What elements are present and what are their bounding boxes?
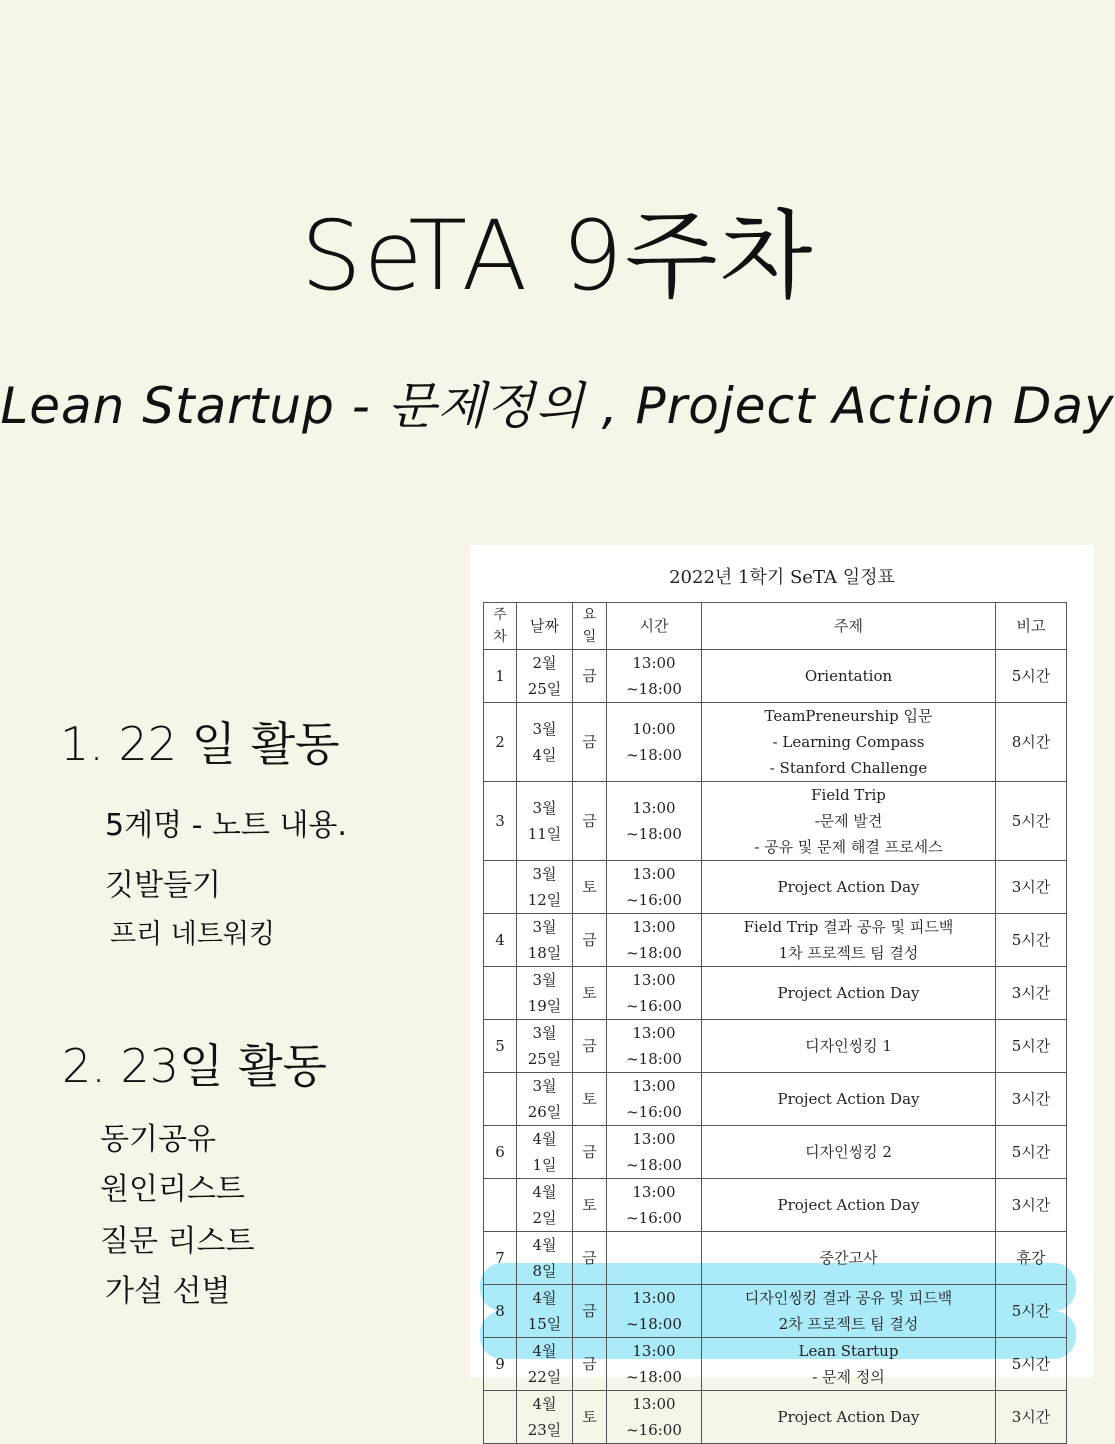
section1-item-3: 프리 네트워킹 xyxy=(110,919,276,950)
cell-date: 3월 4일 xyxy=(517,703,573,782)
section2-item-2: 원인리스트 xyxy=(100,1172,245,1207)
cell-day: 토 xyxy=(573,1391,607,1444)
header-time: 시간 xyxy=(607,603,702,650)
cell-note: 5시간 xyxy=(996,1020,1067,1073)
cell-week: 6 xyxy=(484,1126,517,1179)
table-row xyxy=(484,650,1067,703)
table-row xyxy=(484,914,1067,967)
cell-date: 4월 2일 xyxy=(517,1179,573,1232)
cell-note: 3시간 xyxy=(996,861,1067,914)
page-subtitle: Lean Startup - 문제정의 , Project Action Day xyxy=(0,377,1115,435)
table-row xyxy=(484,1391,1067,1444)
cell-day: 토 xyxy=(573,967,607,1020)
header-day: 요 일 xyxy=(573,603,607,650)
cell-date: 3월 12일 xyxy=(517,861,573,914)
cell-date: 3월 26일 xyxy=(517,1073,573,1126)
section1-item-1: 5계명 - 노트 내용. xyxy=(105,808,347,843)
cell-note: 5시간 xyxy=(996,650,1067,703)
cell-week: 4 xyxy=(484,914,517,967)
cell-time: 13:00 ~18:00 xyxy=(607,1126,702,1179)
cell-note: 3시간 xyxy=(996,1179,1067,1232)
schedule-title: 2022년 1학기 SeTA 일정표 xyxy=(669,567,895,588)
cell-topic: TeamPreneurship 입문 - Learning Compass - Stanford Challenge xyxy=(702,703,996,782)
cell-note: 8시간 xyxy=(996,703,1067,782)
cell-time: 13:00 ~18:00 xyxy=(607,1285,702,1338)
cell-week: 8 xyxy=(484,1285,517,1338)
table-row xyxy=(484,861,1067,914)
cell-week xyxy=(484,967,517,1020)
table-row xyxy=(484,1073,1067,1126)
cell-topic: 디자인씽킹 결과 공유 및 피드백 2차 프로젝트 팀 결성 xyxy=(702,1285,996,1338)
table-row xyxy=(484,1232,1067,1285)
cell-note: 5시간 xyxy=(996,1285,1067,1338)
cell-topic: Project Action Day xyxy=(702,1179,996,1232)
cell-topic: Project Action Day xyxy=(702,861,996,914)
cell-topic: 중간고사 xyxy=(702,1232,996,1285)
cell-week xyxy=(484,1179,517,1232)
section2-item-1: 동기공유 xyxy=(100,1122,216,1157)
cell-time: 13:00 ~18:00 xyxy=(607,782,702,861)
cell-time: 13:00 ~16:00 xyxy=(607,1073,702,1126)
cell-day: 금 xyxy=(573,914,607,967)
section2-item-4: 가설 선별 xyxy=(105,1274,231,1309)
table-row xyxy=(484,1285,1067,1338)
cell-date: 3월 19일 xyxy=(517,967,573,1020)
cell-date: 4월 23일 xyxy=(517,1391,573,1444)
cell-day: 금 xyxy=(573,1285,607,1338)
schedule-table xyxy=(483,602,1067,1444)
cell-date: 3월 18일 xyxy=(517,914,573,967)
table-row xyxy=(484,1179,1067,1232)
cell-note: 5시간 xyxy=(996,1126,1067,1179)
cell-time: 13:00 ~16:00 xyxy=(607,861,702,914)
cell-topic: 디자인씽킹 1 xyxy=(702,1020,996,1073)
cell-day: 금 xyxy=(573,1338,607,1391)
table-row xyxy=(484,782,1067,861)
cell-date: 4월 15일 xyxy=(517,1285,573,1338)
table-header-row xyxy=(484,603,1067,650)
cell-week xyxy=(484,1391,517,1444)
schedule-panel xyxy=(470,545,1094,1439)
cell-time: 10:00 ~18:00 xyxy=(607,703,702,782)
cell-time: 13:00 ~18:00 xyxy=(607,914,702,967)
cell-note: 5시간 xyxy=(996,782,1067,861)
cell-day: 토 xyxy=(573,1073,607,1126)
section1-item-2: 깃발들기 xyxy=(105,868,221,903)
cell-week xyxy=(484,1073,517,1126)
table-row xyxy=(484,703,1067,782)
cell-day: 금 xyxy=(573,1232,607,1285)
cell-topic: Field Trip -문제 발견 - 공유 및 문제 해결 프로세스 xyxy=(702,782,996,861)
cell-day: 금 xyxy=(573,1020,607,1073)
header-topic: 주제 xyxy=(702,603,996,650)
section2-item-3: 질문 리스트 xyxy=(100,1224,255,1259)
table-row xyxy=(484,1020,1067,1073)
cell-date: 3월 11일 xyxy=(517,782,573,861)
cell-time: 13:00 ~18:00 xyxy=(607,1338,702,1391)
cell-note: 3시간 xyxy=(996,1073,1067,1126)
cell-week: 1 xyxy=(484,650,517,703)
table-row xyxy=(484,1338,1067,1391)
cell-date: 4월 22일 xyxy=(517,1338,573,1391)
cell-topic: Orientation xyxy=(702,650,996,703)
cell-topic: Field Trip 결과 공유 및 피드백 1차 프로젝트 팀 결성 xyxy=(702,914,996,967)
cell-topic: Project Action Day xyxy=(702,1391,996,1444)
header-week: 주 차 xyxy=(484,603,517,650)
cell-date: 4월 8일 xyxy=(517,1232,573,1285)
cell-day: 토 xyxy=(573,861,607,914)
cell-week: 5 xyxy=(484,1020,517,1073)
header-note: 비고 xyxy=(996,603,1067,650)
cell-day: 금 xyxy=(573,782,607,861)
cell-day: 토 xyxy=(573,1179,607,1232)
cell-date: 3월 25일 xyxy=(517,1020,573,1073)
cell-topic: Lean Startup - 문제 정의 xyxy=(702,1338,996,1391)
cell-time: 13:00 ~16:00 xyxy=(607,1179,702,1232)
cell-topic: Project Action Day xyxy=(702,967,996,1020)
cell-time: 13:00 ~18:00 xyxy=(607,650,702,703)
cell-topic: 디자인씽킹 2 xyxy=(702,1126,996,1179)
cell-note: 휴강 xyxy=(996,1232,1067,1285)
cell-note: 3시간 xyxy=(996,967,1067,1020)
cell-day: 금 xyxy=(573,650,607,703)
cell-week: 2 xyxy=(484,703,517,782)
cell-time xyxy=(607,1232,702,1285)
cell-day: 금 xyxy=(573,1126,607,1179)
cell-week xyxy=(484,861,517,914)
cell-note: 3시간 xyxy=(996,1391,1067,1444)
section1-heading: 1. 22 일 활동 xyxy=(60,717,340,771)
cell-date: 2월 25일 xyxy=(517,650,573,703)
cell-note: 5시간 xyxy=(996,1338,1067,1391)
cell-date: 4월 1일 xyxy=(517,1126,573,1179)
header-date: 날짜 xyxy=(517,603,573,650)
cell-week: 9 xyxy=(484,1338,517,1391)
page-title: SeTA 9주차 xyxy=(300,200,815,312)
cell-time: 13:00 ~16:00 xyxy=(607,967,702,1020)
table-row xyxy=(484,967,1067,1020)
cell-time: 13:00 ~16:00 xyxy=(607,1391,702,1444)
cell-week: 7 xyxy=(484,1232,517,1285)
section2-heading: 2. 23일 활동 xyxy=(62,1039,327,1093)
cell-time: 13:00 ~18:00 xyxy=(607,1020,702,1073)
cell-note: 5시간 xyxy=(996,914,1067,967)
cell-topic: Project Action Day xyxy=(702,1073,996,1126)
table-row xyxy=(484,1126,1067,1179)
cell-week: 3 xyxy=(484,782,517,861)
cell-day: 금 xyxy=(573,703,607,782)
